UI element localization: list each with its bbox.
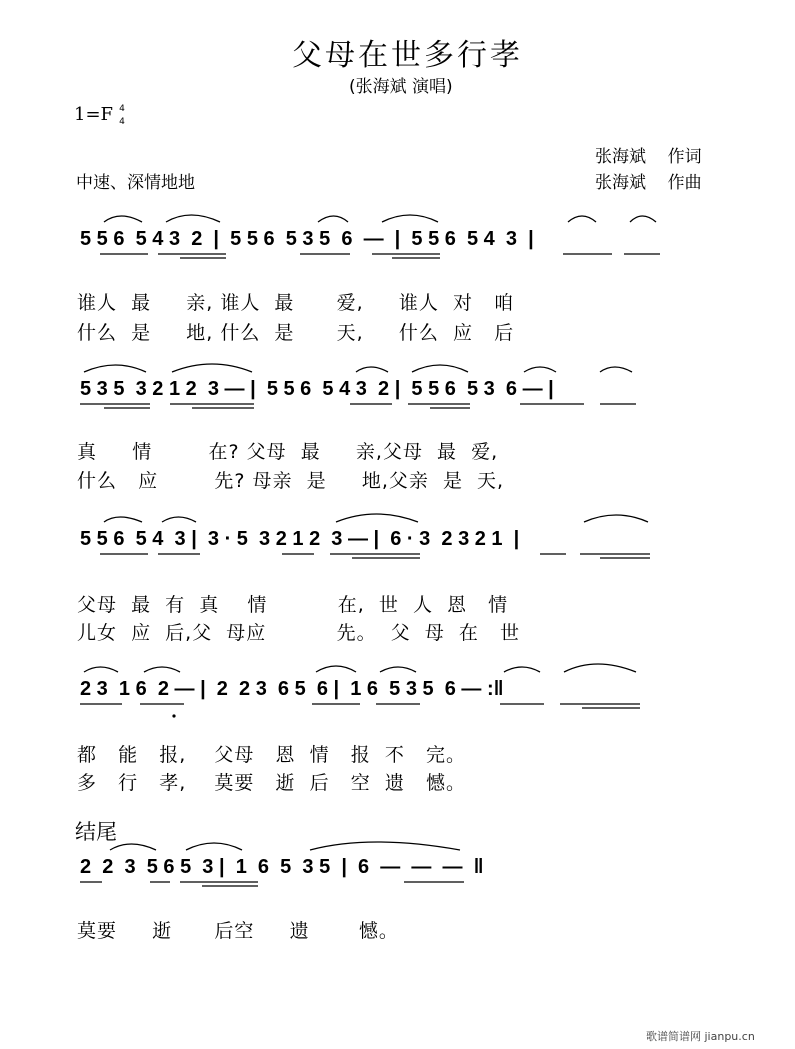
lyric-line-4b: 多 行 孝, 莫要 逝 后 空 遗 憾。	[77, 772, 466, 794]
time-signature-top: 4	[119, 104, 125, 114]
time-signature-bottom: 4	[119, 117, 125, 127]
song-title: 父母在世多行孝	[292, 38, 523, 73]
notation-line-3: 5 5 6 5 4 3 | 3 · 5 3 2 1 2 3 — | 6 · 3 2 3 2 1 |	[80, 528, 520, 550]
watermark: 歌谱简谱网 jianpu.cn	[646, 1030, 755, 1043]
lyric-line-3b: 儿女 应 后,父 母应 先。 父 母 在 世	[77, 622, 521, 644]
lyric-line-1b: 什么 是 地, 什么 是 天, 什么 应 后	[77, 322, 515, 344]
notation-line-4: 2 3 1 6 2 — | 2 2 3 6 5 6 | 1 6 5 3 5 6 — :‖	[80, 678, 504, 700]
lyric-line-2b: 什么 应 先? 母亲 是 地,父亲 是 天,	[77, 470, 505, 492]
lyric-line-2a: 真 情 在? 父母 最 亲,父母 最 爱,	[77, 441, 499, 463]
lyric-line-1a: 谁人 最 亲, 谁人 最 爱, 谁人 对 咱	[77, 292, 515, 314]
lyric-line-3a: 父母 最 有 真 情 在, 世 人 恩 情	[77, 594, 509, 616]
notation-line-1: 5 5 6 5 4 3 2 | 5 5 6 5 3 5 6 — | 5 5 6 5 4 3 |	[80, 228, 534, 250]
lyricist-credit: 张海斌 作词	[595, 147, 702, 167]
ending-notation-line: 2 2 3 5 6 5 3 | 1 6 5 3 5 | 6 — — — ‖	[80, 856, 484, 878]
ending-lyric-line: 莫要 逝 后空 遗 憾。	[77, 920, 399, 942]
lyric-line-4a: 都 能 报, 父母 恩 情 报 不 完。	[77, 744, 466, 766]
tempo-marking: 中速、深情地地	[76, 173, 195, 193]
composer-credit: 张海斌 作曲	[595, 173, 702, 193]
ending-label: 结尾	[75, 820, 117, 844]
key-signature: 1=F	[74, 104, 114, 125]
notation-line-2: 5 3 5 3 2 1 2 3 — | 5 5 6 5 4 3 2 | 5 5 6 5 3 6 — |	[80, 378, 554, 400]
song-subtitle: (张海斌 演唱)	[349, 77, 453, 97]
